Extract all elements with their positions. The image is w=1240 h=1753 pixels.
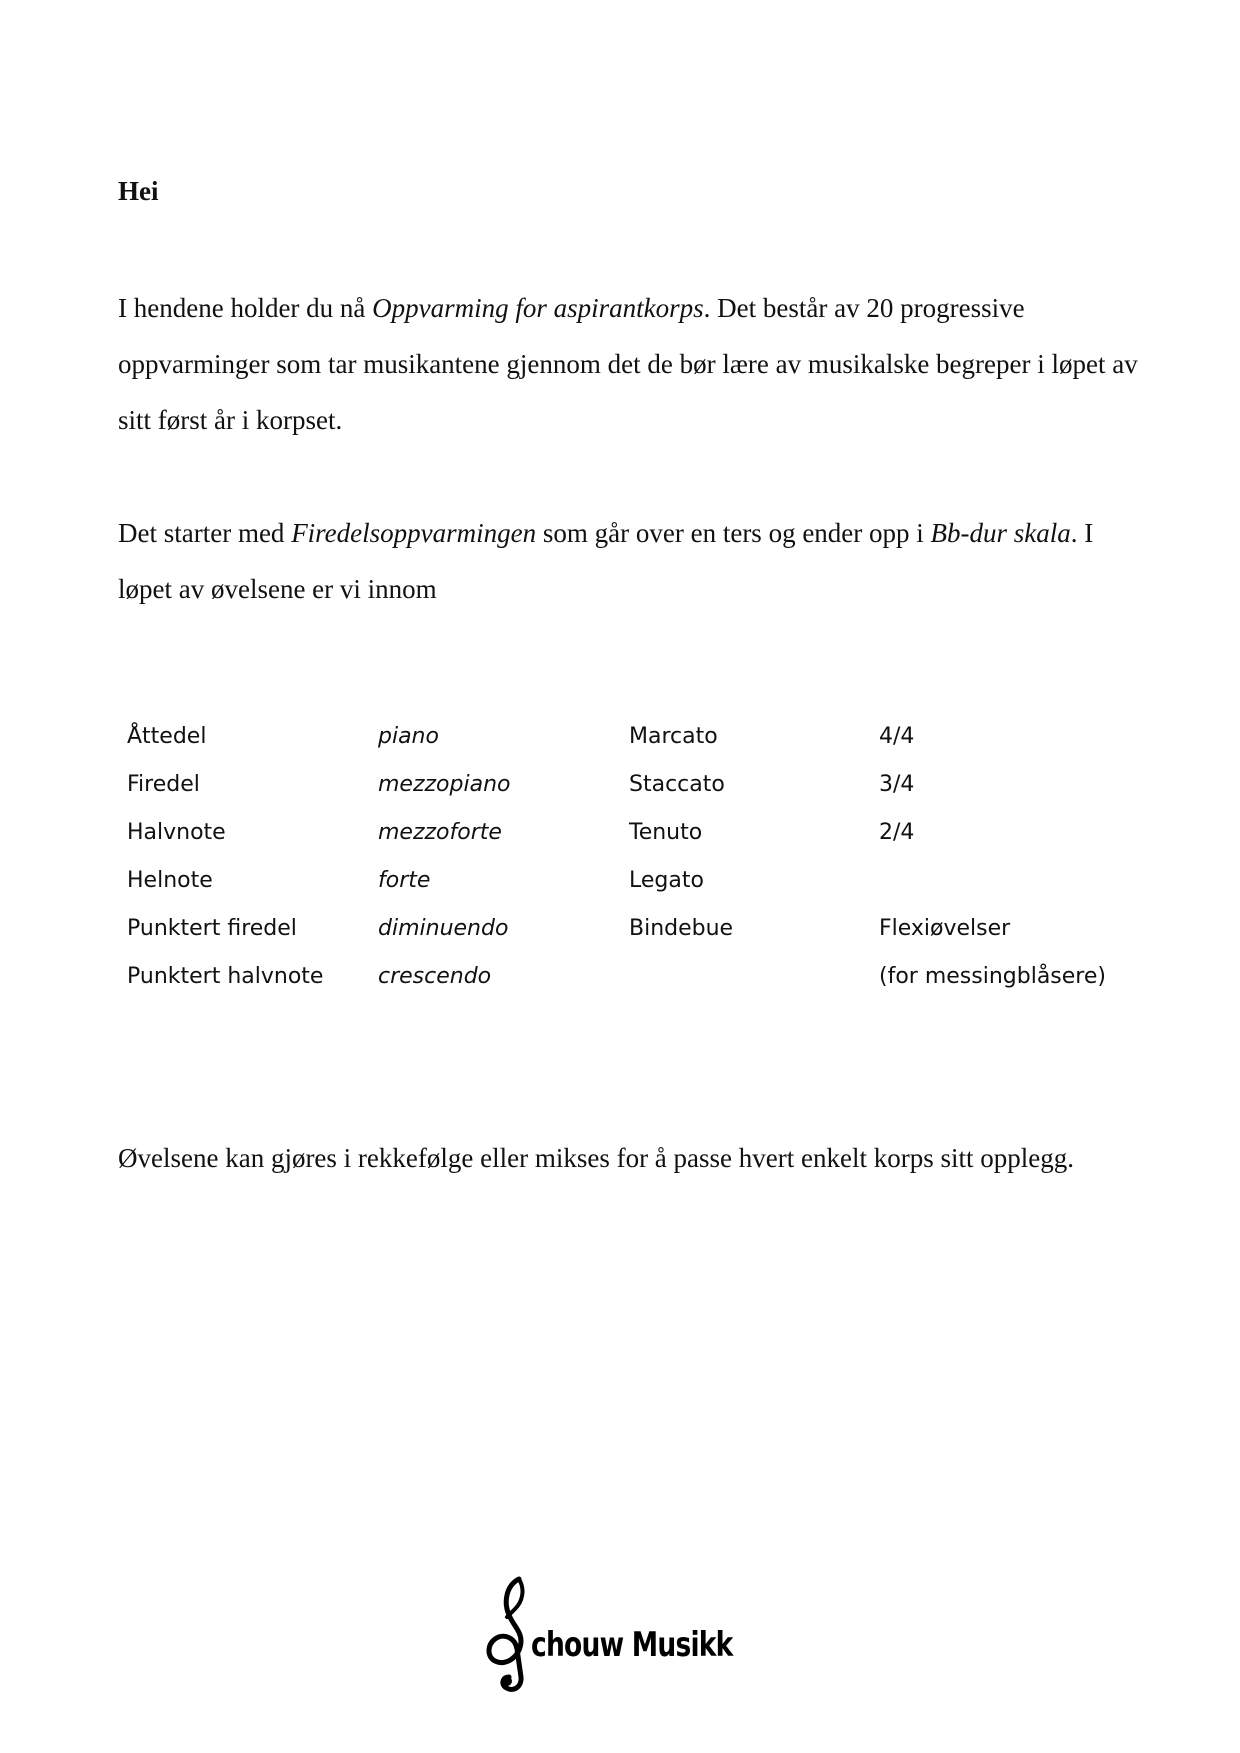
- note-value-term: Halvnote: [127, 819, 226, 845]
- dynamic-term: diminuendo: [378, 915, 509, 941]
- content-text-middle: som går over en ters og ender opp i: [536, 518, 931, 548]
- terms-table: [127, 712, 1109, 1000]
- meter-term: 3/4: [879, 771, 915, 797]
- greeting-heading: Hei: [118, 176, 159, 206]
- intro-text-end: . Det består av 20 progressive oppvarminger som tar musikantene gjennom det de bør lære av musikalske begreper i løpet av sitt først år i korpset.: [118, 293, 1138, 435]
- intro-paragraph: [118, 280, 1138, 448]
- schouw-musikk-logo: [485, 1575, 733, 1695]
- meter-term: 4/4: [879, 723, 915, 749]
- note-value-term: Firedel: [127, 771, 200, 797]
- dynamic-term: piano: [378, 723, 439, 749]
- terms-row: [127, 904, 1109, 952]
- dynamic-term: crescendo: [378, 963, 492, 989]
- terms-row: [127, 856, 1109, 904]
- flex-exercise-note: (for messingblåsere): [879, 963, 1106, 989]
- content-text-start: Det starter med: [118, 518, 292, 548]
- terms-row: [127, 808, 1109, 856]
- dynamic-term: forte: [378, 867, 431, 893]
- dynamic-term: mezzopiano: [378, 771, 511, 797]
- articulation-term: Tenuto: [629, 819, 703, 845]
- note-value-term: Åttedel: [127, 723, 207, 749]
- intro-text-start: I hendene holder du nå: [118, 293, 373, 323]
- note-value-term: Punktert halvnote: [127, 963, 324, 989]
- scale-name: Bb-dur skala: [930, 518, 1071, 548]
- articulation-term: Bindebue: [629, 915, 734, 941]
- terms-row: [127, 952, 1109, 1000]
- articulation-term: Staccato: [629, 771, 725, 797]
- dynamic-term: mezzoforte: [378, 819, 502, 845]
- content-text-end: . I løpet av øvelsene er vi innom: [118, 518, 1094, 604]
- note-value-term: Punktert firedel: [127, 915, 297, 941]
- closing-paragraph: Øvelsene kan gjøres i rekkefølge eller mikses for å passe hvert enkelt korps sitt opplegg.: [118, 1143, 1074, 1173]
- logo-text: chouw Musikk: [531, 1625, 733, 1665]
- book-title: Oppvarming for aspirantkorps: [372, 293, 704, 323]
- terms-row: [127, 760, 1109, 808]
- content-paragraph: [118, 505, 1138, 617]
- flex-exercise-term: Flexiøvelser: [879, 915, 1011, 941]
- note-value-term: Helnote: [127, 867, 213, 893]
- articulation-term: Marcato: [629, 723, 718, 749]
- exercise-name: Firedelsoppvarmingen: [291, 518, 537, 548]
- terms-row: [127, 712, 1109, 760]
- meter-term: 2/4: [879, 819, 915, 845]
- articulation-term: Legato: [629, 867, 704, 893]
